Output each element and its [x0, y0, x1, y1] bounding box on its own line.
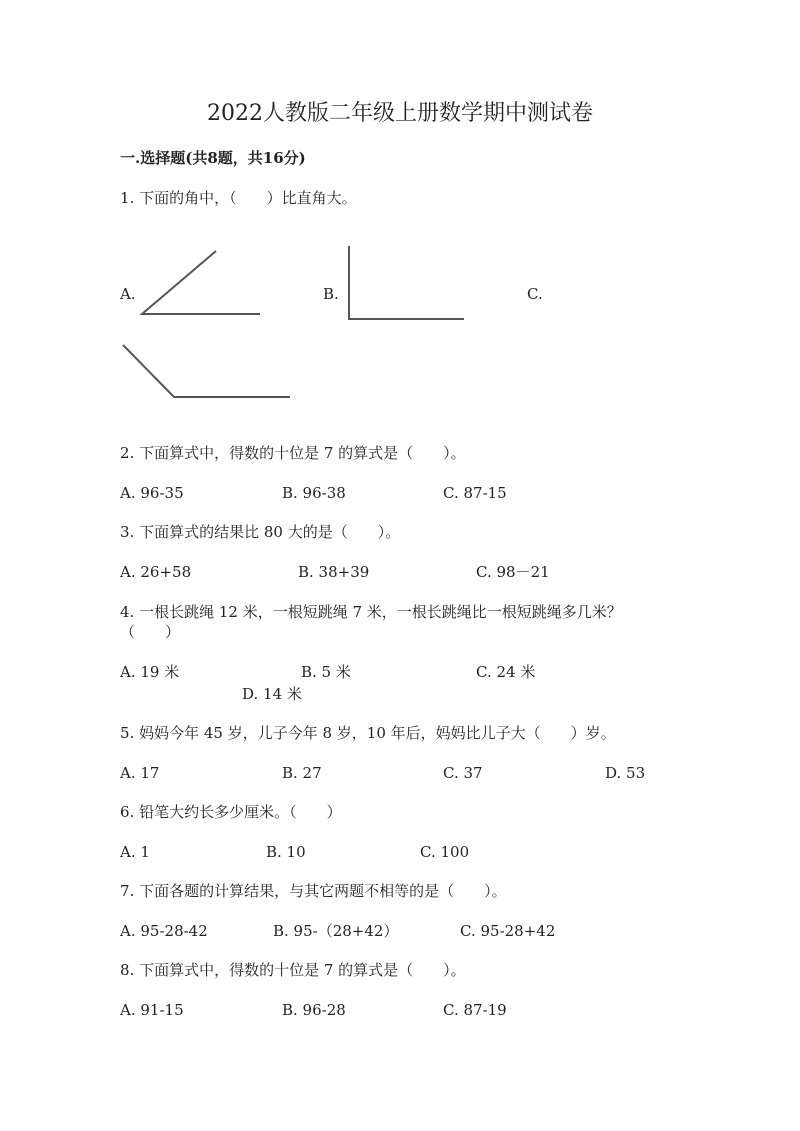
right-angle-figure	[349, 246, 464, 319]
question-8-option-a: A. 91-15	[120, 1001, 184, 1019]
question-1-option-a: A.	[120, 285, 136, 303]
question-7-option-c: C. 95-28+42	[460, 922, 556, 940]
question-5-option-a: A. 17	[120, 764, 160, 782]
question-7-option-a: A. 95-28-42	[120, 922, 208, 940]
question-3-option-c: C. 98－21	[476, 563, 550, 581]
section-heading: 一.选择题(共8题，共16分)	[120, 149, 306, 167]
question-5-stem: 5. 妈妈今年 45 岁，儿子今年 8 岁，10 年后，妈妈比儿子大（ ）岁。	[120, 724, 616, 742]
question-4-option-b: B. 5 米	[301, 663, 351, 681]
question-3-stem: 3. 下面算式的结果比 80 大的是（ ）。	[120, 523, 401, 541]
question-6-stem: 6. 铅笔大约长多少厘米。（ ）	[120, 803, 342, 821]
question-1-option-c: C.	[527, 285, 543, 303]
question-4-option-d: D. 14 米	[242, 685, 302, 703]
question-4-stem: 4. 一根长跳绳 12 米，一根短跳绳 7 米，一根长跳绳比一根短跳绳多几米？	[120, 603, 622, 621]
question-2-option-c: C. 87-15	[443, 484, 507, 502]
question-5-option-d: D. 53	[605, 764, 646, 782]
question-5-option-c: C. 37	[443, 764, 483, 782]
question-4-option-c: C. 24 米	[476, 663, 536, 681]
question-7-stem: 7. 下面各题的计算结果，与其它两题不相等的是（ ）。	[120, 882, 507, 900]
question-2-option-a: A. 96-35	[120, 484, 184, 502]
obtuse-angle-figure	[123, 345, 290, 397]
question-2-option-b: B. 96-38	[282, 484, 346, 502]
page-title: 2022人教版二年级上册数学期中测试卷	[207, 101, 593, 126]
question-4-option-a: A. 19 米	[120, 663, 180, 681]
question-3-option-b: B. 38+39	[298, 563, 370, 581]
question-8-stem: 8. 下面算式中，得数的十位是 7 的算式是（ ）。	[120, 961, 466, 979]
question-6-option-c: C. 100	[420, 843, 470, 861]
question-3-option-a: A. 26+58	[120, 563, 192, 581]
question-2-stem: 2. 下面算式中，得数的十位是 7 的算式是（ ）。	[120, 444, 466, 462]
question-8-option-c: C. 87-19	[443, 1001, 507, 1019]
question-7-option-b: B. 95-（28+42）	[273, 922, 399, 940]
question-4-stem-continued: （ ）	[120, 623, 181, 641]
question-8-option-b: B. 96-28	[282, 1001, 346, 1019]
question-6-option-b: B. 10	[266, 843, 306, 861]
question-5-option-b: B. 27	[282, 764, 322, 782]
question-1-stem: 1. 下面的角中，（ ）比直角大。	[120, 189, 357, 207]
question-1-option-b: B.	[323, 285, 339, 303]
question-6-option-a: A. 1	[120, 843, 150, 861]
acute-angle-figure	[142, 251, 260, 314]
